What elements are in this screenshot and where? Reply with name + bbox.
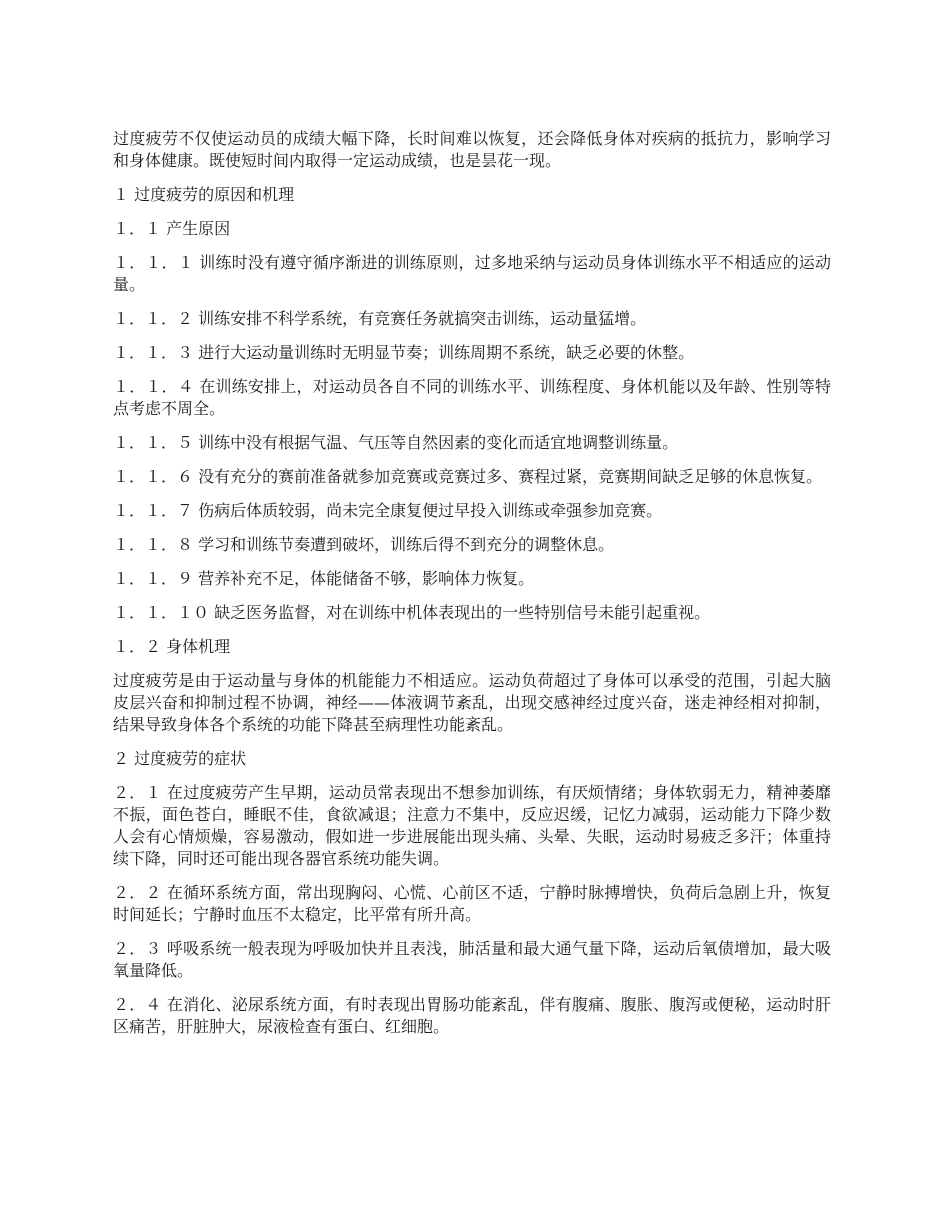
section-heading-2: ２ 过度疲劳的症状 [113, 749, 247, 768]
list-item-1-1-3: １．１．３ 进行大运动量训练时无明显节奏；训练周期不系统，缺乏必要的休整。 [113, 343, 695, 362]
list-item-2-4: ２．４ 在消化、泌尿系统方面，有时表现出胃肠功能紊乱，伴有腹痛、腹胀、腹泻或便秘，运动时肝区痛苦，肝脏肿大，尿液检查有蛋白、红细胞。 [113, 995, 831, 1036]
list-item-1-1-9: １．１．９ 营养补充不足，体能储备不够，影响体力恢复。 [113, 569, 535, 588]
list-item-1-1-8: １．１．８ 学习和训练节奏遭到破坏，训练后得不到充分的调整休息。 [113, 535, 615, 554]
list-item-1-1-6: １．１．６ 没有充分的赛前准备就参加竞赛或竞赛过多、赛程过紧，竞赛期间缺乏足够的休息恢复。 [113, 467, 823, 486]
section-heading-1: １ 过度疲劳的原因和机理 [113, 185, 295, 204]
list-item-2-2: ２．２ 在循环系统方面，常出现胸闷、心慌、心前区不适，宁静时脉搏增快，负荷后急剧上升，恢复时间延长；宁静时血压不太稳定，比平常有所升高。 [113, 883, 831, 924]
list-item-2-1: ２．１ 在过度疲劳产生早期，运动员常表现出不想参加训练，有厌烦情绪；身体软弱无力，精神萎靡不振，面色苍白，睡眠不佳，食欲减退；注意力不集中，反应迟缓，记忆力减弱，运动能力下降少数人会有心情烦燥，容易激动，假如进一步进展能出现头痛、头晕、失眠，运动时易疲乏多汗；体重持续下降，同时还可能出现各器官系统功能失调。 [113, 783, 831, 868]
list-item-1-1-1: １．１．１ 训练时没有遵守循序渐进的训练原则，过多地采纳与运动员身体训练水平不相适应的运动量。 [113, 253, 831, 294]
list-item-1-1-10: １．１．１０ 缺乏医务监督，对在训练中机体表现出的一些特别信号未能引起重视。 [113, 603, 711, 622]
list-item-1-1-4: １．１．４ 在训练安排上，对运动员各自不同的训练水平、训练程度、身体机能以及年龄、性别等特点考虑不周全。 [113, 377, 831, 418]
mechanism-paragraph: 过度疲劳是由于运动量与身体的机能能力不相适应。运动负荷超过了身体可以承受的范围，引起大脑皮层兴奋和抑制过程不协调，神经——体液调节紊乱，出现交感神经过度兴奋，迷走神经相对抑制，结果导致身体各个系统的功能下降甚至病理性功能紊乱。 [113, 671, 831, 734]
list-item-2-3: ２．３ 呼吸系统一般表现为呼吸加快并且表浅，肺活量和最大通气量下降，运动后氧债增加，最大吸氧量降低。 [113, 939, 831, 980]
list-item-1-1-2: １．１．２ 训练安排不科学系统，有竞赛任务就搞突击训练，运动量猛增。 [113, 309, 647, 328]
document-body [113, 128, 831, 1050]
intro-paragraph: 过度疲劳不仅使运动员的成绩大幅下降，长时间难以恢复，还会降低身体对疾病的抵抗力，影响学习和身体健康。既使短时间内取得一定运动成绩，也是昙花一现。 [113, 129, 831, 170]
list-item-1-1-7: １．１．７ 伤病后体质较弱，尚未完全康复便过早投入训练或牵强参加竞赛。 [113, 501, 663, 520]
subsection-heading-1-1: １．１ 产生原因 [113, 219, 231, 238]
list-item-1-1-5: １．１．５ 训练中没有根据气温、气压等自然因素的变化而适宜地调整训练量。 [113, 433, 679, 452]
subsection-heading-1-2: １．２ 身体机理 [113, 637, 231, 656]
